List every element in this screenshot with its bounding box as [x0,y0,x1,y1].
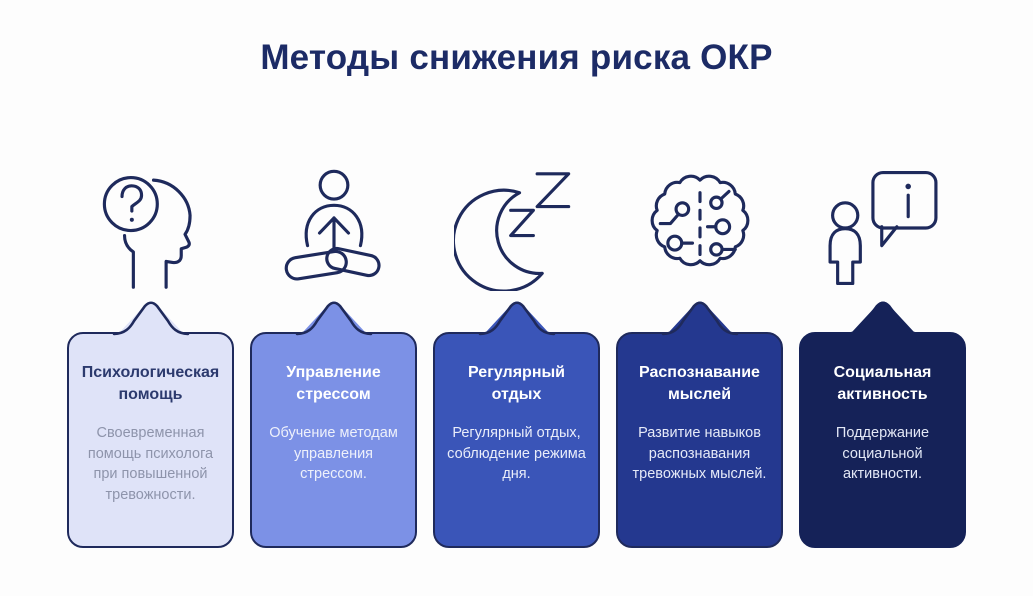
person-chat-icon [799,158,966,298]
card-psychological-help [67,332,234,548]
card-pointer [654,296,746,342]
card-pointer [471,296,563,342]
card-social-activity [799,332,966,548]
card-thought-recognition [616,332,783,548]
brain-circuit-icon [616,158,783,298]
card-stress-management [250,332,417,548]
card-title: Социальная активность [833,364,932,404]
meditation-icon [250,158,417,298]
moon-sleep-icon [433,158,600,298]
card-description: Регулярный отдых, соблюдение режима дня. [447,425,586,483]
chat-bubble-tail [881,227,896,246]
card-title: Психологическая помощь [81,364,220,404]
card-pointer [105,296,197,342]
card-description: Поддержание социальной активности. [835,425,930,483]
card-description: Своевременная помощь психолога при повышенной тревожности. [87,425,214,503]
card-description: Развитие навыков распознавания тревожных мыслей. [632,425,767,483]
head-question-icon [67,158,234,298]
card-description: Обучение методам управления стрессом. [269,425,398,483]
page-title: Методы снижения риска ОКР [260,38,773,77]
card-title: Управление стрессом [286,364,381,404]
method-cards [67,332,966,548]
icons-row [67,158,966,298]
card-title: Регулярный отдых [468,364,565,404]
card-regular-rest [433,332,600,548]
card-pointer [288,296,380,342]
card-title: Распознавание мыслей [639,364,760,404]
card-pointer [837,296,929,342]
